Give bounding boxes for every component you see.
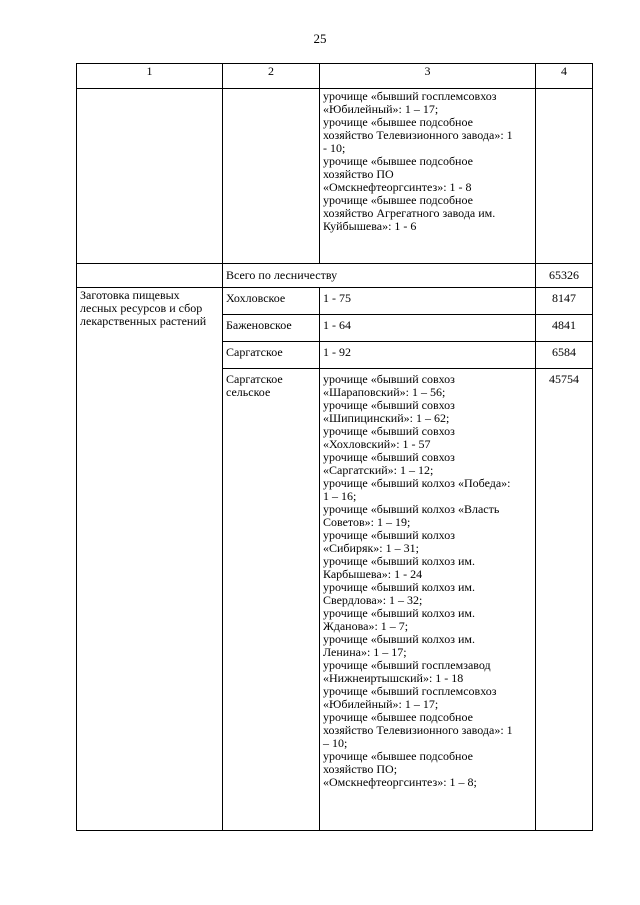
table-cell	[536, 89, 593, 264]
forestry-table	[76, 63, 593, 831]
text-line: хозяйство Телевизионного завода»: 1	[323, 723, 513, 737]
text-line: 1 – 16;	[323, 489, 357, 503]
text-line: Жданова»: 1 – 7;	[323, 619, 409, 633]
area-cell: 45754	[536, 369, 593, 831]
district-cell	[223, 315, 320, 342]
text-line: «Шипицинский»: 1 – 62;	[323, 411, 450, 425]
text-line: – 10;	[323, 736, 348, 750]
text-line: урочище «бывший колхоз им.	[323, 632, 475, 646]
text-line: «Омскнефтеоргсинтез»: 1 – 8;	[323, 775, 477, 789]
text-line: Баженовское	[226, 318, 292, 332]
table-row	[77, 89, 593, 264]
table-cell	[77, 89, 223, 264]
text-line: урочище «бывшее подсобное	[323, 749, 473, 763]
text-line: хозяйство ПО;	[323, 762, 398, 776]
locations-cell	[320, 89, 536, 264]
text-line: «Саргатский»: 1 – 12;	[323, 463, 434, 477]
text-line: хозяйство Телевизионного завода»: 1	[323, 128, 513, 142]
locations-cell	[320, 369, 536, 831]
district-cell	[223, 342, 320, 369]
text-line: Саргатское	[226, 345, 283, 359]
text-line: 1 - 64	[323, 318, 351, 332]
text-line: урочище «бывший госплемзавод	[323, 658, 491, 672]
text-line: «Омскнефтеоргсинтез»: 1 - 8	[323, 180, 472, 194]
text-line: хозяйство Агрегатного завода им.	[323, 206, 496, 220]
total-label: Всего по лесничеству	[223, 264, 536, 288]
text-line: лекарственных растений	[80, 314, 207, 328]
text-line: урочище «бывший совхоз	[323, 424, 455, 438]
text-line: урочище «бывший колхоз «Власть	[323, 502, 500, 516]
column-header-4: 4	[536, 64, 593, 89]
text-line: «Шараповский»: 1 – 56;	[323, 385, 446, 399]
text-line: Хохловское	[226, 291, 286, 305]
text-line: Карбышева»: 1 - 24	[323, 567, 423, 581]
text-line: 1 - 75	[323, 291, 351, 305]
text-line: «Сибиряк»: 1 – 31;	[323, 541, 419, 555]
text-line: урочище «бывший колхоз им.	[323, 606, 475, 620]
column-header-2: 2	[223, 64, 320, 89]
text-line: хозяйство ПО	[323, 167, 394, 181]
total-row	[77, 264, 593, 288]
total-value: 65326	[536, 264, 593, 288]
table-row	[77, 288, 593, 315]
text-line: «Хохловский»: 1 - 57	[323, 437, 431, 451]
text-line: урочище «бывший колхоз «Победа»:	[323, 476, 511, 490]
text-line: урочище «бывшее подсобное	[323, 710, 473, 724]
text-line: «Юбилейный»: 1 – 17;	[323, 697, 439, 711]
text-line: Заготовка пищевых	[80, 288, 180, 302]
table-header-row	[77, 64, 593, 89]
text-line: Советов»: 1 – 19;	[323, 515, 411, 529]
locations-cell	[320, 288, 536, 315]
text-line: урочище «бывший колхоз им.	[323, 580, 475, 594]
text-line: урочище «бывший колхоз	[323, 528, 455, 542]
text-line: урочище «бывший колхоз им.	[323, 554, 475, 568]
text-line: - 10;	[323, 141, 346, 155]
text-line: урочище «бывшее подсобное	[323, 154, 473, 168]
locations-cell	[320, 315, 536, 342]
area-cell: 4841	[536, 315, 593, 342]
text-line: «Нижнеиртышский»: 1 - 18	[323, 671, 464, 685]
text-line: урочище «бывший совхоз	[323, 372, 455, 386]
page-number: 25	[313, 31, 327, 46]
area-cell: 8147	[536, 288, 593, 315]
text-line: сельское	[226, 385, 271, 399]
activity-cell	[77, 288, 223, 831]
text-line: урочище «бывший госплемсовхоз	[323, 89, 497, 103]
district-cell	[223, 288, 320, 315]
column-header-1: 1	[77, 64, 223, 89]
column-header-3: 3	[320, 64, 536, 89]
locations-cell	[320, 342, 536, 369]
text-line: Куйбышева»: 1 - 6	[323, 219, 417, 233]
table-cell	[77, 264, 223, 288]
text-line: Саргатское	[226, 372, 283, 386]
text-line: урочище «бывшее подсобное	[323, 193, 473, 207]
district-cell	[223, 369, 320, 831]
text-line: урочище «бывший госплемсовхоз	[323, 684, 497, 698]
text-line: Свердлова»: 1 – 32;	[323, 593, 423, 607]
area-cell: 6584	[536, 342, 593, 369]
text-line: урочище «бывший совхоз	[323, 398, 455, 412]
table-cell	[223, 89, 320, 264]
text-line: Ленина»: 1 – 17;	[323, 645, 407, 659]
text-line: лесных ресурсов и сбор	[80, 301, 203, 315]
text-line: урочище «бывшее подсобное	[323, 115, 473, 129]
text-line: урочище «бывший совхоз	[323, 450, 455, 464]
text-line: «Юбилейный»: 1 – 17;	[323, 102, 439, 116]
text-line: 1 - 92	[323, 345, 351, 359]
